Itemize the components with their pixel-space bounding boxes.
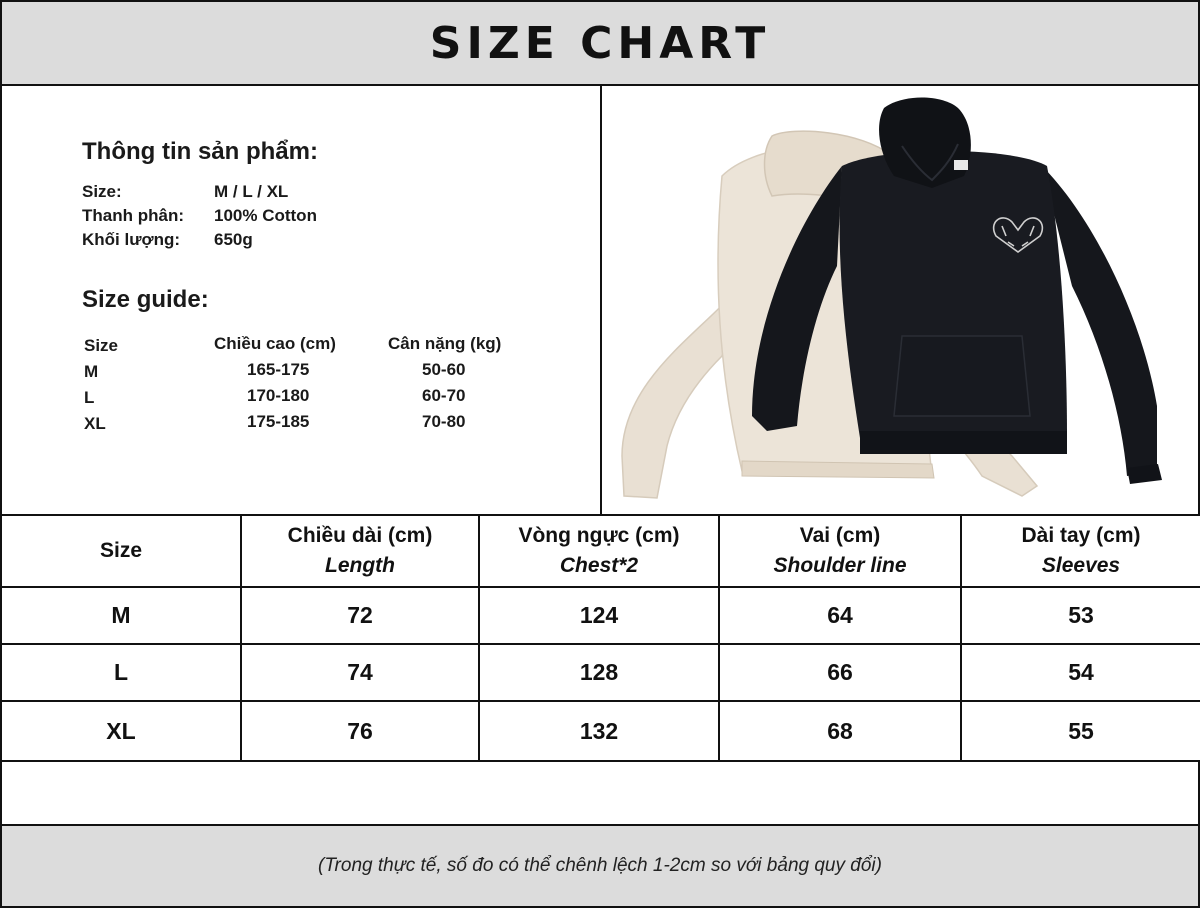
cell-shoulder: 68 bbox=[719, 701, 961, 761]
spec-weight-row bbox=[82, 230, 253, 250]
footer-note: (Trong thực tế, số đo có thể chênh lệch 1-2cm so với bảng quy đổi) bbox=[318, 855, 882, 876]
table-row bbox=[1, 644, 1200, 701]
header-sleeves bbox=[961, 515, 1200, 587]
header-shoulder-vi: Vai (cm) bbox=[799, 524, 881, 547]
product-info-title: Thông tin sản phẩm: bbox=[82, 138, 318, 165]
guide-row-size: XL bbox=[84, 414, 106, 433]
guide-header-size: Size bbox=[84, 336, 119, 355]
cell-chest: 132 bbox=[479, 701, 719, 761]
cell-length: 72 bbox=[241, 587, 479, 644]
guide-row-weight: 70-80 bbox=[422, 412, 466, 431]
header-sleeves-en: Sleeves bbox=[1041, 554, 1121, 577]
header-length-en: Length bbox=[325, 554, 395, 577]
spec-size-label: Size: bbox=[82, 182, 122, 201]
hoodies-illustration bbox=[602, 86, 1200, 516]
cell-length: 74 bbox=[241, 644, 479, 701]
guide-row-weight: 60-70 bbox=[422, 386, 466, 405]
cell-size: M bbox=[1, 587, 241, 644]
table-header-row bbox=[1, 515, 1200, 587]
spec-size-value: M / L / XL bbox=[214, 182, 289, 201]
guide-header-weight: Cân nặng (kg) bbox=[388, 334, 502, 353]
measurement-table bbox=[0, 514, 1200, 762]
cell-shoulder: 66 bbox=[719, 644, 961, 701]
cell-shoulder: 64 bbox=[719, 587, 961, 644]
cell-sleeves: 55 bbox=[961, 701, 1200, 761]
guide-row-height: 170-180 bbox=[247, 386, 310, 405]
product-info-panel bbox=[0, 86, 602, 516]
spec-weight-value: 650g bbox=[214, 230, 253, 249]
cell-sleeves: 53 bbox=[961, 587, 1200, 644]
guide-row-height: 165-175 bbox=[247, 360, 310, 379]
cell-chest: 124 bbox=[479, 587, 719, 644]
header-chest-en: Chest*2 bbox=[559, 554, 639, 577]
cell-size: XL bbox=[1, 701, 241, 761]
table-row bbox=[1, 701, 1200, 761]
size-guide-title: Size guide: bbox=[82, 286, 209, 313]
spec-material-value: 100% Cotton bbox=[214, 206, 317, 225]
spec-material-row bbox=[82, 206, 317, 226]
page-title: SIZE CHART bbox=[429, 17, 771, 69]
header-sleeves-vi: Dài tay (cm) bbox=[1021, 524, 1141, 547]
size-chart-header bbox=[0, 0, 1200, 86]
header-size-label: Size bbox=[99, 539, 143, 562]
cell-chest: 128 bbox=[479, 644, 719, 701]
blank-row bbox=[0, 760, 1200, 826]
cell-size: L bbox=[1, 644, 241, 701]
guide-row-height: 175-185 bbox=[247, 412, 310, 431]
cell-sleeves: 54 bbox=[961, 644, 1200, 701]
header-chest-vi: Vòng ngực (cm) bbox=[518, 524, 680, 547]
cell-length: 76 bbox=[241, 701, 479, 761]
header-chest bbox=[479, 515, 719, 587]
header-length-vi: Chiều dài (cm) bbox=[287, 524, 433, 547]
guide-row-size: L bbox=[84, 388, 95, 407]
header-size bbox=[1, 515, 241, 587]
header-length bbox=[241, 515, 479, 587]
brand-tag-icon bbox=[954, 160, 968, 170]
spec-material-label: Thanh phân: bbox=[82, 206, 184, 225]
guide-row-weight: 50-60 bbox=[422, 360, 466, 379]
product-image-panel bbox=[602, 86, 1200, 516]
guide-row-size: M bbox=[84, 362, 99, 381]
header-shoulder-en: Shoulder line bbox=[773, 554, 907, 577]
guide-header-height: Chiều cao (cm) bbox=[214, 334, 336, 353]
header-shoulder bbox=[719, 515, 961, 587]
spec-size-row bbox=[82, 182, 288, 202]
footer-note-band bbox=[0, 824, 1200, 908]
table-row bbox=[1, 587, 1200, 644]
spec-weight-label: Khối lượng: bbox=[82, 230, 181, 249]
